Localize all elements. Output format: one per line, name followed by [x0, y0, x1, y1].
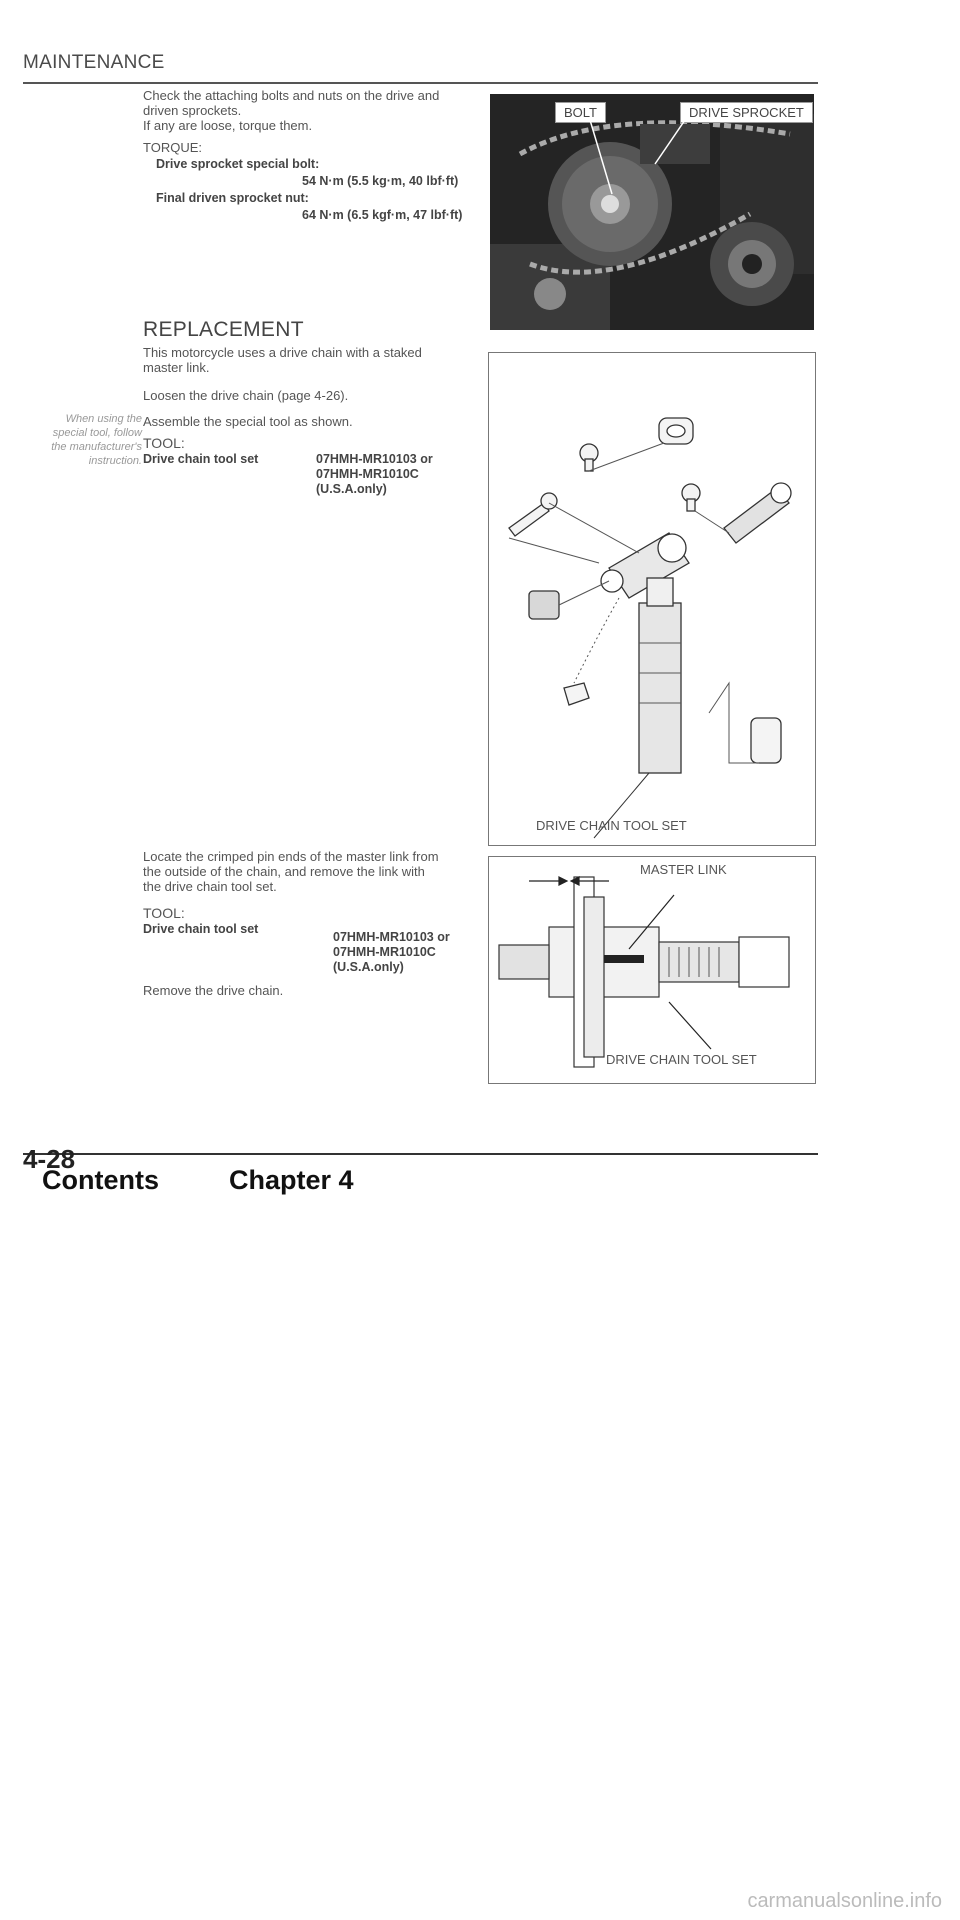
- replacement-heading: REPLACEMENT: [143, 318, 304, 341]
- step-2-line-4: Remove the drive chain.: [143, 983, 284, 998]
- intro-line-1: Check the attaching bolts and nuts on the drive and: [143, 88, 440, 103]
- figure-2-label-master-link: MASTER LINK: [640, 862, 727, 877]
- photo-callout-drive-sprocket: DRIVE SPROCKET: [680, 102, 813, 123]
- replacement-line-3: Loosen the drive chain (page 4-26).: [143, 388, 349, 403]
- nav-chapter-link[interactable]: Chapter 4: [229, 1165, 354, 1195]
- step-2-tool-name: Drive chain tool set: [143, 922, 259, 936]
- figure-drive-chain-tool-set: [488, 352, 816, 846]
- header-divider: [23, 82, 818, 84]
- step-2-tool-code-3: (U.S.A.only): [333, 960, 404, 974]
- intro-line-3: If any are loose, torque them.: [143, 118, 313, 133]
- torque-item-1-label: Drive sprocket special bolt:: [156, 157, 320, 171]
- figure-master-link: [488, 856, 816, 1084]
- step-2-line-3: the drive chain tool set.: [143, 879, 277, 894]
- side-note: [20, 412, 142, 468]
- photo-leader-lines: [490, 94, 814, 234]
- side-note-line-2: special tool, follow: [52, 427, 142, 439]
- step-2-tool-code-1: 07HMH-MR10103 or: [333, 930, 450, 944]
- torque-item-2-value: 64 N·m (6.5 kgf·m, 47 lbf·ft): [302, 208, 463, 222]
- replacement-tool-code-3: (U.S.A.only): [316, 482, 387, 496]
- side-note-line-4: instruction.: [88, 455, 142, 467]
- figure-2-label-tool-set: DRIVE CHAIN TOOL SET: [606, 1052, 757, 1067]
- step-2-line-1: Locate the crimped pin ends of the master link from: [143, 849, 439, 864]
- step-2-tool-heading: TOOL:: [143, 905, 185, 921]
- replacement-tool-code-1: 07HMH-MR10103 or: [316, 452, 433, 466]
- page-number: 4-28: [23, 1144, 76, 1174]
- torque-item-1-value: 54 N·m (5.5 kg·m, 40 lbf·ft): [302, 174, 459, 188]
- step-2-line-2: the outside of the chain, and remove the link with: [143, 864, 425, 879]
- replacement-tool-name: Drive chain tool set: [143, 452, 259, 466]
- replacement-tool-heading: TOOL:: [143, 435, 185, 451]
- replacement-line-2: master link.: [143, 360, 210, 375]
- torque-item-2-label: Final driven sprocket nut:: [156, 191, 309, 205]
- figure-1-caption: DRIVE CHAIN TOOL SET: [536, 818, 687, 833]
- step-2-tool-code-2: 07HMH-MR1010C: [333, 945, 436, 959]
- replacement-tool-code-2: 07HMH-MR1010C: [316, 467, 419, 481]
- step-2-tool-codes: [333, 930, 450, 975]
- replacement-intro: [143, 345, 483, 375]
- photo-callout-bolt: BOLT: [555, 102, 606, 123]
- step-2-text: [143, 849, 483, 894]
- replacement-line-4: Assemble the special tool as shown.: [143, 414, 353, 429]
- footer-divider: [23, 1153, 818, 1155]
- torque-heading: TORQUE:: [143, 140, 202, 155]
- intro-text: [143, 88, 483, 133]
- replacement-line-1: This motorcycle uses a drive chain with a staked: [143, 345, 422, 360]
- intro-line-2: driven sprockets.: [143, 103, 242, 118]
- nav-contents-link[interactable]: Contents: [42, 1165, 159, 1195]
- master-link-illustration: [489, 857, 815, 1083]
- side-note-line-1: When using the: [65, 413, 142, 425]
- page-header-title: MAINTENANCE: [23, 52, 165, 73]
- replacement-tool-codes: [316, 452, 433, 497]
- drive-chain-tool-set-illustration: [489, 353, 815, 845]
- site-watermark: carmanualsonline.info: [747, 1890, 942, 1912]
- side-note-line-3: the manufacturer's: [51, 441, 142, 453]
